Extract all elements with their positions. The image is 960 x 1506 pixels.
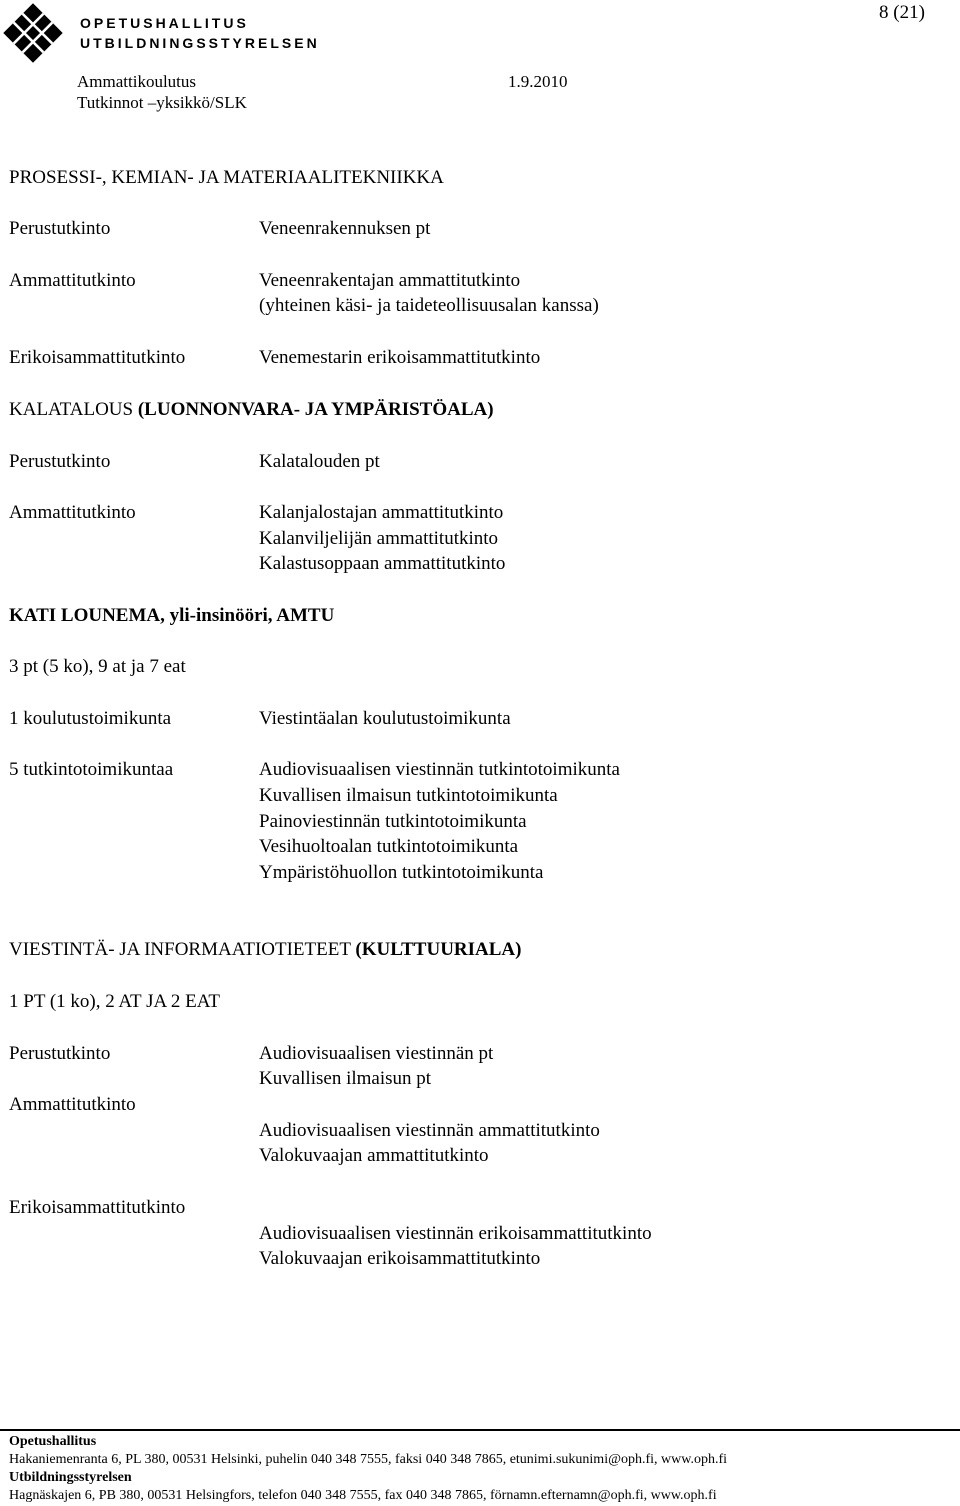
section-heading (9, 937, 521, 963)
degree-label: Ammattitutkinto (9, 270, 136, 291)
degree-label: Ammattitutkinto (9, 502, 136, 523)
degree-value: Kuvallisen ilmaisun pt (259, 1068, 432, 1089)
page-number: 8 (21) (879, 2, 925, 23)
degree-value: Audiovisuaalisen viestinnän erikoisammattitutkinto (259, 1223, 652, 1244)
degree-label: Erikoisammattitutkinto (9, 1197, 186, 1218)
section-heading-plain: KALATALOUS (9, 399, 138, 420)
person-summary: 3 pt (5 ko), 9 at ja 7 eat (9, 656, 186, 677)
degree-value: Kalastusoppaan ammattitutkinto (259, 553, 506, 574)
committee-value: Viestintäalan koulutustoimikunta (259, 708, 511, 729)
degree-value: Veneenrakentajan ammattitutkinto (259, 270, 521, 291)
person-heading: KATI LOUNEMA, yli-insinööri, AMTU (9, 605, 335, 626)
committee-value: Kuvallisen ilmaisun tutkintotoimikunta (259, 785, 558, 806)
footer-address-sv: Hagnäskajen 6, PB 380, 00531 Helsingfors, telefon 040 348 7555, fax 040 348 7865, förnamn.efternamn@oph.fi, www.oph.fi (9, 1488, 717, 1503)
section-heading-bold: (KULTTUURIALA) (355, 939, 522, 960)
degree-label: Ammattitutkinto (9, 1094, 136, 1115)
degree-label: Perustutkinto (9, 1043, 111, 1064)
degree-label: Erikoisammattitutkinto (9, 347, 186, 368)
footer-address-fi: Hakaniemenranta 6, PL 380, 00531 Helsinki, puhelin 040 348 7555, faksi 040 348 7865, etunimi.sukunimi@oph.fi, www.oph.fi (9, 1452, 727, 1467)
degree-value: Valokuvaajan ammattitutkinto (259, 1145, 489, 1166)
degree-label: Perustutkinto (9, 218, 111, 239)
degree-value: Valokuvaajan erikoisammattitutkinto (259, 1248, 541, 1269)
degree-value: Audiovisuaalisen viestinnän pt (259, 1043, 494, 1064)
section-heading: PROSESSI-, KEMIAN- JA MATERIAALITEKNIIKKA (9, 167, 444, 188)
section-summary: 1 PT (1 ko), 2 AT JA 2 EAT (9, 991, 220, 1012)
oph-diamond-logo-icon (2, 2, 64, 64)
committee-value: Vesihuoltoalan tutkintotoimikunta (259, 836, 519, 857)
doc-subtitle: Tutkinnot –yksikkö/SLK (77, 93, 247, 112)
logo-text-fi: OPETUSHALLITUS (80, 15, 249, 31)
committee-label: 1 koulutustoimikunta (9, 708, 172, 729)
section-heading (9, 397, 494, 423)
section-heading-bold: (LUONNONVARA- JA YMPÄRISTÖALA) (137, 399, 494, 420)
committee-label: 5 tutkintotoimikuntaa (9, 759, 174, 780)
degree-label: Perustutkinto (9, 451, 111, 472)
footer-divider (0, 1429, 960, 1431)
degree-value: Veneenrakennuksen pt (259, 218, 431, 239)
degree-value: (yhteinen käsi- ja taideteollisuusalan kanssa) (259, 295, 599, 316)
degree-value: Venemestarin erikoisammattitutkinto (259, 347, 541, 368)
section-heading-plain: VIESTINTÄ- JA INFORMAATIOTIETEET (9, 939, 356, 960)
footer-org-sv: Utbildningsstyrelsen (9, 1470, 132, 1485)
degree-value: Kalanjalostajan ammattitutkinto (259, 502, 504, 523)
degree-value: Kalatalouden pt (259, 451, 380, 472)
committee-value: Audiovisuaalisen viestinnän tutkintotoimikunta (259, 759, 620, 780)
degree-value: Audiovisuaalisen viestinnän ammattitutkinto (259, 1120, 600, 1141)
doc-date: 1.9.2010 (508, 72, 568, 91)
logo (2, 2, 64, 69)
degree-value: Kalanviljelijän ammattitutkinto (259, 528, 499, 549)
logo-text-sv: UTBILDNINGSSTYRELSEN (80, 35, 320, 51)
committee-value: Ympäristöhuollon tutkintotoimikunta (259, 862, 544, 883)
footer-org-fi: Opetushallitus (9, 1434, 97, 1449)
committee-value: Painoviestinnän tutkintotoimikunta (259, 811, 527, 832)
doc-title: Ammattikoulutus (77, 72, 196, 91)
